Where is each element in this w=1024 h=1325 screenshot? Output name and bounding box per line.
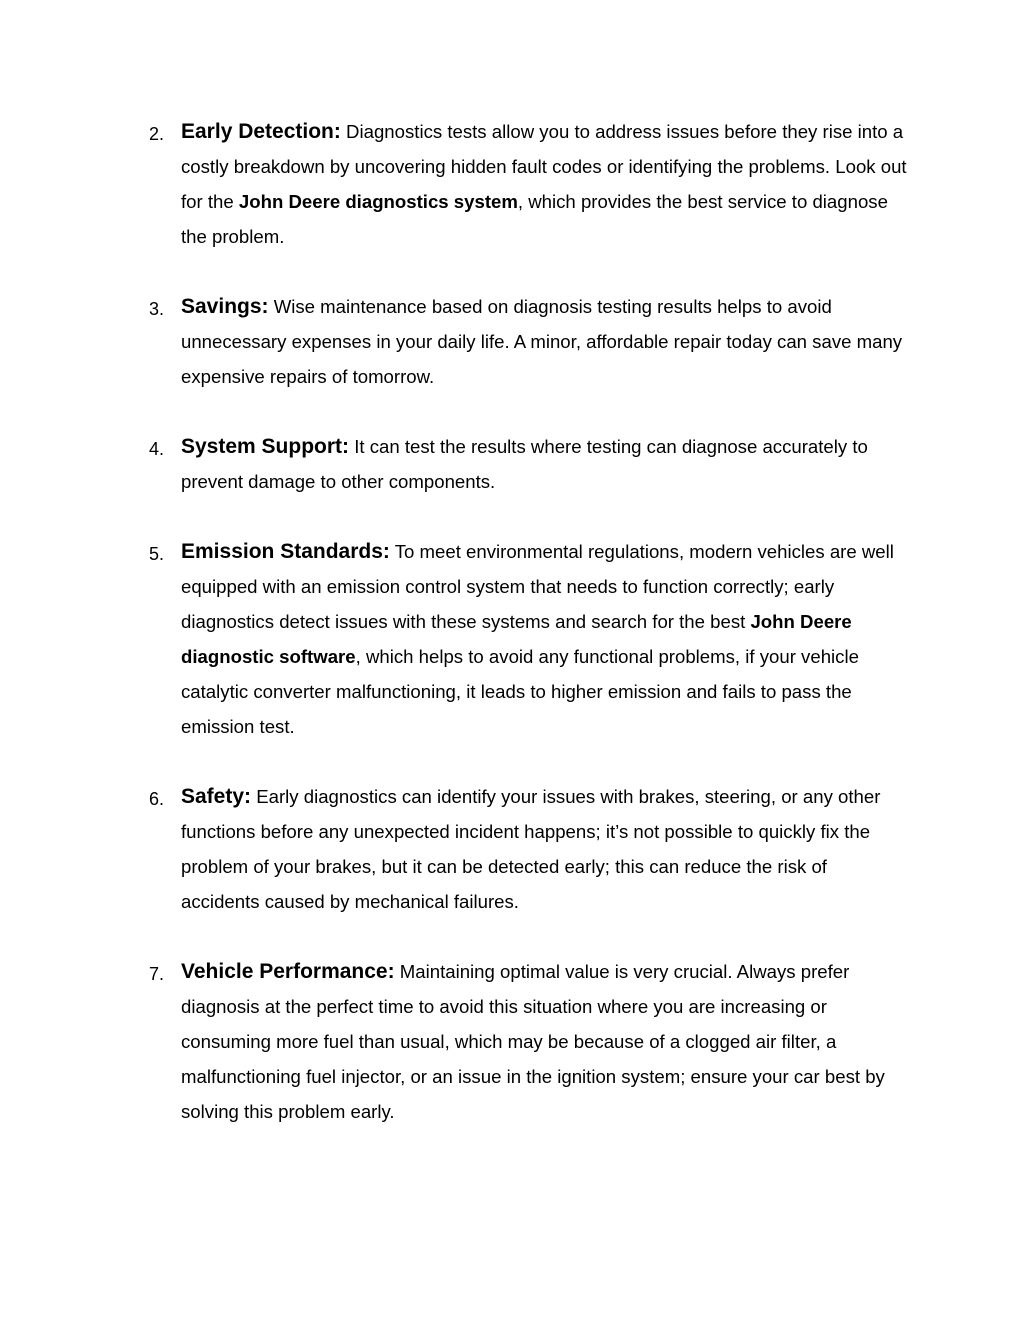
item-text: It can test the results where testing can diagnose accurately to prevent damage to other components. bbox=[181, 436, 868, 492]
item-title: Early Detection: bbox=[181, 120, 341, 143]
item-body bbox=[181, 114, 909, 254]
item-text: Diagnostics tests allow you to address issues before they rise into a costly breakdown by uncovering hidden fault codes or identifying the problems. Look out for the bbox=[181, 121, 907, 212]
item-body bbox=[181, 779, 909, 919]
item-body bbox=[181, 429, 909, 499]
item-title: Safety: bbox=[181, 785, 252, 808]
item-text: Early diagnostics can identify your issues with brakes, steering, or any other functions before any unexpected incident happens; it’s not possible to quickly fix the problem of your brakes, but it can be detected early; this can reduce the risk of accidents caused by mechanical failures. bbox=[181, 786, 881, 912]
list-item-emission-standards bbox=[0, 534, 1024, 744]
item-number: 2. bbox=[149, 124, 165, 144]
item-body bbox=[181, 534, 909, 744]
item-body bbox=[181, 289, 909, 394]
item-text: Maintaining optimal value is very crucial. Always prefer diagnosis at the perfect time to avoid this situation where you are increasing or consuming more fuel than usual, which may be because of a clogged air filter, a malfunctioning fuel injector, or an issue in the ignition system; ensure your car best by solving this problem early. bbox=[181, 961, 885, 1122]
item-number: 3. bbox=[149, 299, 165, 319]
list-item-early-detection bbox=[0, 114, 1024, 254]
item-title: Savings: bbox=[181, 295, 269, 318]
item-number: 6. bbox=[149, 789, 165, 809]
item-title: Vehicle Performance: bbox=[181, 960, 395, 983]
benefits-list bbox=[0, 114, 1024, 1164]
item-title: Emission Standards: bbox=[181, 540, 390, 563]
item-text: To meet environmental regulations, modern vehicles are well equipped with an emission control system that needs to function correctly; early diagnostics detect issues with these systems and search for the best bbox=[181, 541, 894, 632]
item-number: 7. bbox=[149, 964, 165, 984]
item-number: 5. bbox=[149, 544, 165, 564]
item-text-continued: , which provides the best service to diagnose the problem. bbox=[181, 191, 888, 247]
item-bold-text: John Deere diagnostics system bbox=[238, 191, 518, 212]
list-item-system-support bbox=[0, 429, 1024, 499]
list-item-safety bbox=[0, 779, 1024, 919]
item-text: Wise maintenance based on diagnosis testing results helps to avoid unnecessary expenses in your daily life. A minor, affordable repair today can save many expensive repairs of tomorrow. bbox=[181, 296, 903, 387]
item-title: System Support: bbox=[181, 435, 350, 458]
item-text-continued: , which helps to avoid any functional problems, if your vehicle catalytic converter malfunctioning, it leads to higher emission and fails to pass the emission test. bbox=[181, 646, 859, 737]
item-bold-text: John Deere diagnostic software bbox=[181, 611, 852, 667]
list-item-vehicle-performance bbox=[0, 954, 1024, 1129]
list-item-savings bbox=[0, 289, 1024, 394]
item-body bbox=[181, 954, 909, 1129]
item-number: 4. bbox=[149, 439, 165, 459]
